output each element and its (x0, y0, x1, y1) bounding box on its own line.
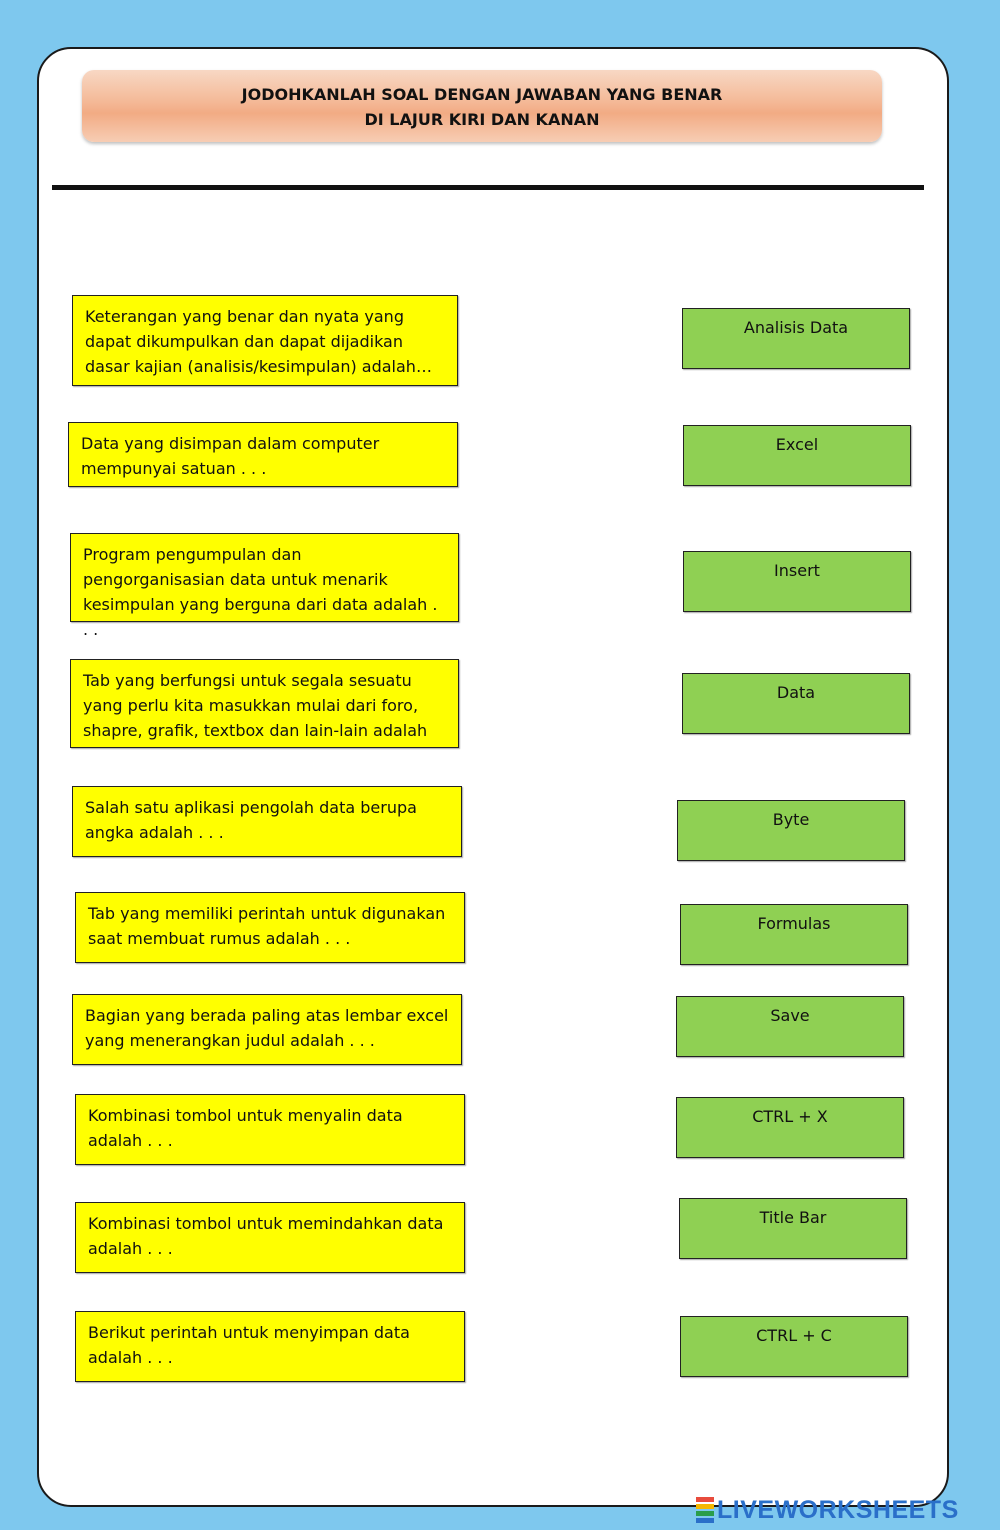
answer-text: Analisis Data (743, 318, 849, 337)
question-box-3[interactable] (70, 533, 459, 639)
liveworksheets-logo[interactable] (696, 1494, 959, 1526)
question-box-10[interactable] (75, 1311, 465, 1382)
question-box-5[interactable] (72, 786, 462, 857)
question-box-8[interactable] (75, 1094, 465, 1165)
question-box-1[interactable] (72, 295, 458, 386)
answer-text: Byte (772, 810, 810, 829)
question-text: Program pengumpulan dan pengorganisasian data untuk menarik kesimpulan yang berguna dari data adalah . . . (83, 545, 438, 639)
question-box-2[interactable] (68, 422, 458, 487)
question-text: Keterangan yang benar dan nyata yang dapat dikumpulkan dan dapat dijadikan dasar kajian (analisis/kesimpulan) adalah… (85, 307, 432, 376)
answer-box-5[interactable] (677, 800, 905, 861)
answer-text: CTRL + C (756, 1326, 832, 1345)
answer-text: Save (770, 1006, 810, 1025)
answer-box-2[interactable] (683, 425, 911, 486)
divider-line (52, 185, 924, 190)
instruction-line-2: DI LAJUR KIRI DAN KANAN (364, 110, 600, 129)
answer-box-4[interactable] (682, 673, 910, 734)
answer-text: Formulas (757, 914, 831, 933)
question-box-9[interactable] (75, 1202, 465, 1273)
instruction-banner (82, 70, 882, 142)
question-text: Kombinasi tombol untuk menyalin data adalah . . . (88, 1106, 403, 1150)
answer-text: Data (776, 683, 816, 702)
question-text: Tab yang memiliki perintah untuk digunakan saat membuat rumus adalah . . . (88, 904, 446, 948)
answer-text: CTRL + X (752, 1107, 828, 1126)
question-text: Bagian yang berada paling atas lembar excel yang menerangkan judul adalah . . . (85, 1006, 449, 1050)
question-text: Kombinasi tombol untuk memindahkan data adalah . . . (88, 1214, 444, 1258)
answer-box-9[interactable] (679, 1198, 907, 1259)
answer-box-3[interactable] (683, 551, 911, 612)
worksheet-sheet (37, 47, 949, 1507)
answer-box-1[interactable] (682, 308, 910, 369)
answer-box-8[interactable] (676, 1097, 904, 1158)
brand-name: LIVEWORKSHEETS (717, 1495, 959, 1524)
answer-box-10[interactable] (680, 1316, 908, 1377)
answer-box-6[interactable] (680, 904, 908, 965)
answer-box-7[interactable] (676, 996, 904, 1057)
question-box-4[interactable] (70, 659, 459, 748)
question-text: Tab yang berfungsi untuk segala sesuatu yang perlu kita masukkan mulai dari foro, shapre, grafik, textbox dan lain-lain adalah (83, 671, 428, 740)
question-text: Salah satu aplikasi pengolah data berupa angka adalah . . . (85, 798, 417, 842)
instruction-line-1: JODOHKANLAH SOAL DENGAN JAWABAN YANG BENAR (241, 85, 723, 104)
question-text: Berikut perintah untuk menyimpan data adalah . . . (88, 1323, 410, 1367)
liveworksheets-mark-icon (696, 1496, 714, 1524)
answer-text: Excel (775, 435, 819, 454)
question-text: Data yang disimpan dalam computer mempunyai satuan . . . (81, 434, 380, 478)
answer-text: Insert (774, 561, 820, 580)
answer-text: Title Bar (759, 1208, 827, 1227)
question-box-6[interactable] (75, 892, 465, 963)
question-box-7[interactable] (72, 994, 462, 1065)
